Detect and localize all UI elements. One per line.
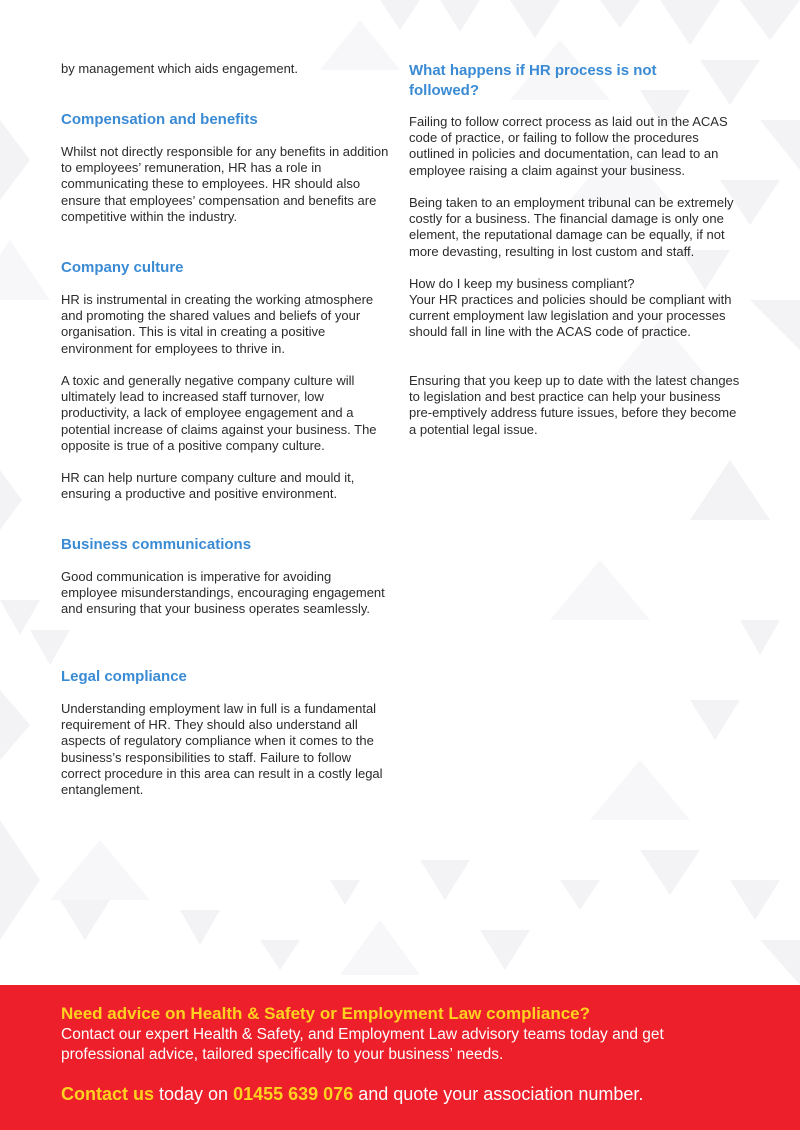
question-keep-compliant: How do I keep my business compliant?	[409, 276, 635, 291]
contact-mid-text: today on	[154, 1084, 234, 1104]
footer-contact-line	[61, 1083, 643, 1105]
heading-business-communications: Business communications	[61, 536, 252, 553]
intro-tail-text: by management which aids engagement.	[61, 61, 299, 76]
footer-heading: Need advice on Health & Safety or Employment Law compliance?	[61, 1004, 591, 1023]
contact-end-text: and quote your association number.	[353, 1084, 644, 1104]
paragraph-culture-3: HR can help nurture company culture and mould it, ensuring a productive and positive environment.	[61, 470, 355, 502]
heading-hr-process-not-followed: What happens if HR process is not followed?	[409, 62, 657, 99]
paragraph-failing-process: Failing to follow correct process as laid out in the ACAS code of practice, or failing to follow the procedures outlined in policies and documentation, can lead to an employee raising a claim against your business.	[409, 114, 728, 178]
contact-us-link[interactable]: Contact us	[61, 1084, 155, 1104]
paragraph-legal-compliance: Understanding employment law in full is a fundamental requirement of HR. They should also understand all aspects of regulatory compliance when it comes to the business’s responsibilities to staff. Failure to follow correct procedure in this area can result in a costly legal entanglement.	[61, 701, 383, 798]
heading-legal-compliance: Legal compliance	[61, 668, 187, 685]
paragraph-keep-up-to-date: Ensuring that you keep up to date with the latest changes to legislation and best practice can help your business pre-emptively address future issues, before they become a potential legal issue.	[409, 373, 740, 437]
paragraph-tribunal: Being taken to an employment tribunal can be extremely costly for a business. The financial damage is only one element, the reputational damage can be equally, if not more devasting, resulting in lost custom and staff.	[409, 195, 734, 259]
footer-body-text: Contact our expert Health & Safety, and Employment Law advisory teams today and get professional advice, tailored specifically to your business’ needs.	[61, 1026, 664, 1063]
paragraph-culture-1: HR is instrumental in creating the working atmosphere and promoting the shared values and beliefs of your organisation. This is vital in creating a positive environment for employees to thrive in.	[61, 292, 374, 356]
paragraph-communications: Good communication is imperative for avoiding employee misunderstandings, encouraging engagement and ensuring that your business operates seamlessly.	[61, 569, 385, 617]
paragraph-practices-policies: Your HR practices and policies should be compliant with current employment law legislation and your processes should fall in line with the ACAS code of practice.	[409, 292, 732, 340]
heading-company-culture: Company culture	[61, 259, 184, 276]
paragraph-culture-2: A toxic and generally negative company culture will ultimately lead to increased staff turnover, low productivity, a lack of employee engagement and a potential increase of claims against your business. The opposite is true of a positive company culture.	[61, 373, 377, 453]
heading-compensation-and-benefits: Compensation and benefits	[61, 111, 258, 128]
phone-number[interactable]: 01455 639 076	[233, 1084, 354, 1104]
paragraph-compensation: Whilst not directly responsible for any benefits in addition to employees’ remuneration, HR has a role in communicating these to employees. HR should also ensure that employees’ compensation and benefits are competitive within the industry.	[61, 144, 389, 224]
footer-banner	[0, 985, 800, 1130]
